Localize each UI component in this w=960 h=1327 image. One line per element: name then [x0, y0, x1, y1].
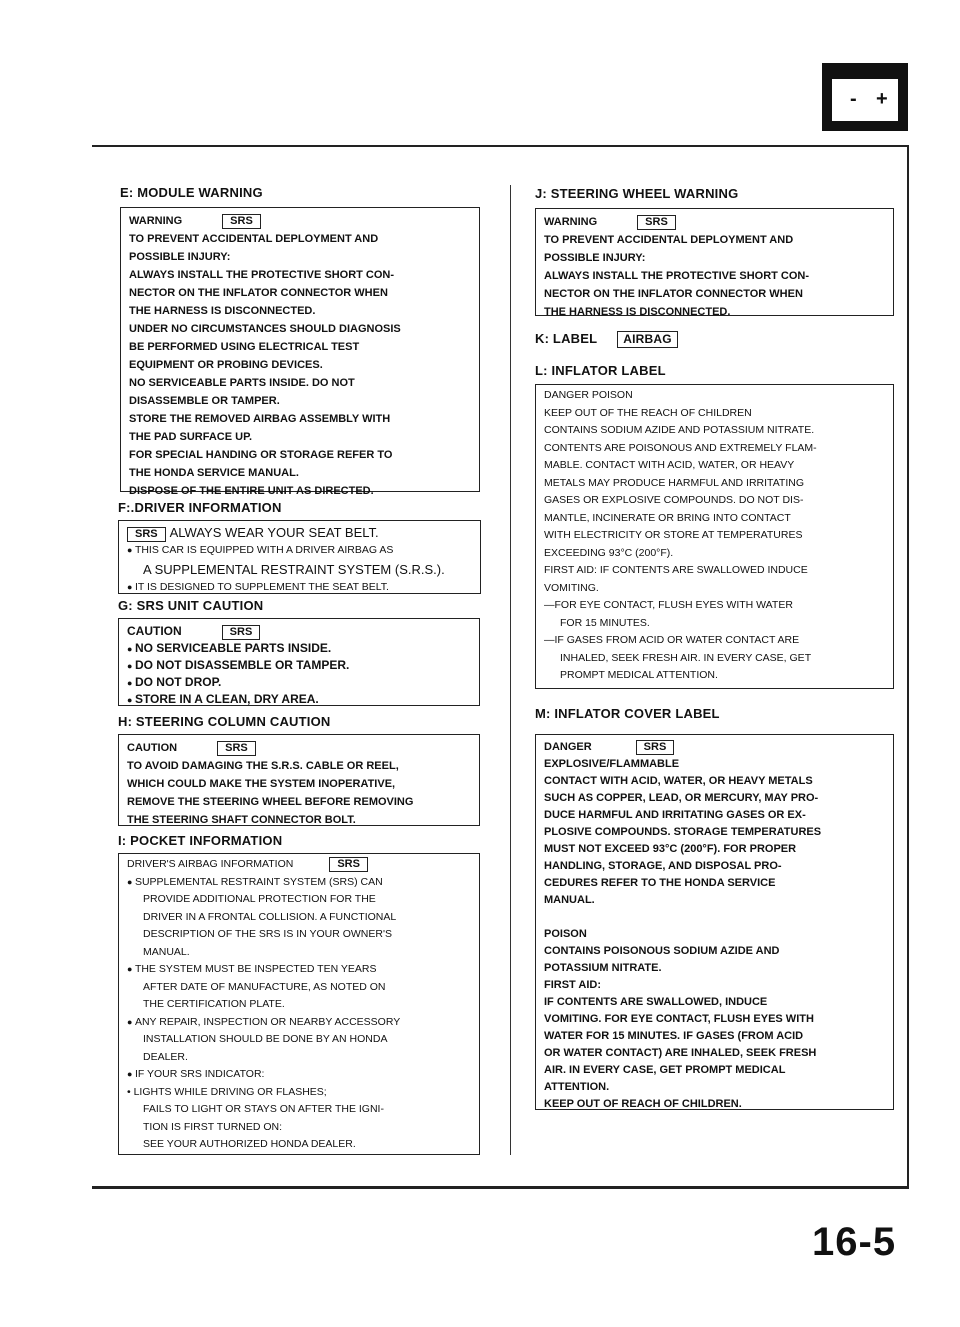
label-line: SEE YOUR AUTHORIZED HONDA DEALER. [143, 1138, 356, 1150]
column-divider [510, 185, 511, 1155]
label-line: NECTOR ON THE INFLATOR CONNECTOR WHEN [544, 288, 803, 300]
inflator-label [535, 384, 894, 689]
label-line: FOR SPECIAL HANDING OR STORAGE REFER TO [129, 449, 393, 461]
label-line: ● ANY REPAIR, INSPECTION OR NEARBY ACCESSORY [127, 1014, 471, 1032]
label-line: CONTAINS POISONOUS SODIUM AZIDE AND [544, 945, 780, 957]
label-line: SUCH AS COPPER, LEAD, OR MERCURY, MAY PRO- [544, 792, 819, 804]
label-line: REMOVE THE STEERING WHEEL BEFORE REMOVING [127, 796, 414, 808]
label-line: MABLE. CONTACT WITH ACID, WATER, OR HEAVY [544, 459, 795, 471]
label-line: IF CONTENTS ARE SWALLOWED, INDUCE [544, 996, 768, 1008]
label-line: ● IT IS DESIGNED TO SUPPLEMENT THE SEAT BELT. [127, 579, 472, 597]
label-line: NECTOR ON THE INFLATOR CONNECTOR WHEN [129, 287, 388, 299]
warning-title: WARNING [129, 215, 183, 227]
label-line: ● SUPPLEMENTAL RESTRAINT SYSTEM (SRS) CAN [127, 874, 471, 892]
section-k-heading-text: K: LABEL [535, 331, 598, 346]
srs-badge: SRS [636, 740, 675, 755]
section-i-heading: I: POCKET INFORMATION [118, 833, 283, 848]
label-line: BE PERFORMED USING ELECTRICAL TEST [129, 341, 360, 353]
driver-information-label [118, 520, 481, 594]
label-line: ALWAYS INSTALL THE PROTECTIVE SHORT CON- [544, 270, 810, 282]
label-line: ● DO NOT DROP. [127, 674, 471, 691]
label-line: A SUPPLEMENTAL RESTRAINT SYSTEM (S.R.S.). [143, 561, 445, 577]
label-line: ATTENTION. [544, 1081, 610, 1093]
srs-badge: SRS [127, 527, 166, 542]
label-line: PROMPT MEDICAL ATTENTION. [560, 669, 718, 681]
label-line: OR WATER CONTACT) ARE INHALED, SEEK FRESH [544, 1047, 817, 1059]
label-line: DRIVER IN A FRONTAL COLLISION. A FUNCTIONAL [143, 910, 397, 923]
steering-column-caution-label [118, 734, 480, 826]
section-m-heading: M: INFLATOR COVER LABEL [535, 706, 720, 721]
label-line: FAILS TO LIGHT OR STAYS ON AFTER THE IGNI- [143, 1103, 384, 1115]
page-number: 16-5 [812, 1220, 897, 1264]
battery-face [832, 79, 898, 121]
steering-wheel-warning-label [535, 208, 894, 316]
pocket-title: DRIVER'S AIRBAG INFORMATION [127, 858, 294, 870]
label-line: KEEP OUT OF THE REACH OF CHILDREN [544, 406, 752, 419]
seat-belt-title: ALWAYS WEAR YOUR SEAT BELT. [169, 525, 379, 540]
label-line: FOR 15 MINUTES. [560, 616, 650, 629]
label-line: PLOSIVE COMPOUNDS. STORAGE TEMPERATURES [544, 826, 822, 838]
battery-icon [822, 63, 908, 131]
label-line: NO SERVICEABLE PARTS INSIDE. DO NOT [129, 377, 355, 389]
label-line: GASES OR EXPLOSIVE COMPOUNDS. DO NOT DIS- [544, 494, 804, 506]
label-line: FIRST AID: IF CONTENTS ARE SWALLOWED INDUCE [544, 564, 808, 576]
airbag-badge: AIRBAG [617, 331, 678, 348]
label-line: THE STEERING SHAFT CONNECTOR BOLT. [127, 814, 356, 826]
label-spacer [544, 909, 885, 926]
module-warning-label [120, 207, 480, 497]
section-k-heading [535, 331, 678, 348]
caution-title: CAUTION [127, 624, 182, 638]
section-l-heading: L: INFLATOR LABEL [535, 363, 666, 378]
label-line: DEALER. [143, 1050, 188, 1063]
label-line: POSSIBLE INJURY: [544, 252, 646, 264]
label-line: DANGER POISON [544, 389, 633, 401]
label-line: INSTALLATION SHOULD BE DONE BY AN HONDA [143, 1033, 388, 1045]
section-h-heading: H: STEERING COLUMN CAUTION [118, 714, 331, 729]
label-line: AIR. IN EVERY CASE, GET PROMPT MEDICAL [544, 1064, 786, 1076]
frame-right-rule [907, 145, 909, 1188]
label-line: THE CERTIFICATION PLATE. [143, 998, 285, 1010]
label-line: TO PREVENT ACCIDENTAL DEPLOYMENT AND [544, 234, 794, 246]
label-line: VOMITING. [544, 581, 599, 594]
battery-minus: - [850, 88, 857, 110]
label-line: TO PREVENT ACCIDENTAL DEPLOYMENT AND [129, 233, 379, 245]
label-line: TION IS FIRST TURNED ON: [143, 1120, 283, 1133]
label-line: THE HARNESS IS DISCONNECTED. [544, 306, 731, 318]
label-line: DUCE HARMFUL AND IRRITATING GASES OR EX- [544, 809, 806, 821]
label-line: VOMITING. FOR EYE CONTACT, FLUSH EYES WITH [544, 1013, 814, 1025]
warning-title: WARNING [544, 216, 598, 228]
label-line: DISASSEMBLE OR TAMPER. [129, 395, 280, 407]
label-line: DESCRIPTION OF THE SRS IS IN YOUR OWNER'S [143, 928, 392, 940]
label-line: THE HARNESS IS DISCONNECTED. [129, 305, 316, 317]
section-g-heading: G: SRS UNIT CAUTION [118, 598, 264, 613]
srs-badge: SRS [217, 741, 256, 756]
srs-unit-caution-label [118, 618, 480, 706]
label-line: AFTER DATE OF MANUFACTURE, AS NOTED ON [143, 980, 386, 993]
frame-top-rule [92, 145, 909, 147]
label-line: EXPLOSIVE/FLAMMABLE [544, 758, 680, 770]
label-line: • LIGHTS WHILE DRIVING OR FLASHES; [127, 1085, 327, 1098]
label-line: METALS MAY PRODUCE HARMFUL AND IRRITATING [544, 476, 804, 489]
label-line: WHICH COULD MAKE THE SYSTEM INOPERATIVE, [127, 778, 396, 790]
label-line: THE HONDA SERVICE MANUAL. [129, 467, 299, 479]
label-line: WATER FOR 15 MINUTES. IF GASES (FROM ACID [544, 1030, 804, 1042]
label-line: MANTLE, INCINERATE OR BRING INTO CONTACT [544, 511, 791, 524]
label-line: TO AVOID DAMAGING THE S.R.S. CABLE OR REEL, [127, 760, 399, 772]
label-line: POTASSIUM NITRATE. [544, 962, 662, 974]
label-line: CEDURES REFER TO THE HONDA SERVICE [544, 877, 776, 889]
label-line: THE PAD SURFACE UP. [129, 431, 253, 443]
caution-title: CAUTION [127, 742, 178, 754]
frame-bottom-rule [92, 1186, 909, 1189]
label-line: DISPOSE OF THE ENTIRE UNIT AS DIRECTED. [129, 485, 374, 497]
section-e-heading: E: MODULE WARNING [120, 185, 263, 200]
label-line: ● NO SERVICEABLE PARTS INSIDE. [127, 640, 471, 657]
label-line: MANUAL. [143, 945, 190, 958]
inflator-cover-label [535, 734, 894, 1110]
srs-badge: SRS [222, 625, 261, 640]
label-line: WITH ELECTRICITY OR STORE AT TEMPERATURES [544, 529, 803, 541]
label-line: STORE THE REMOVED AIRBAG ASSEMBLY WITH [129, 413, 391, 425]
section-f-heading: F:.DRIVER INFORMATION [118, 500, 282, 515]
label-line: —FOR EYE CONTACT, FLUSH EYES WITH WATER [544, 599, 793, 611]
label-line: ● DO NOT DISASSEMBLE OR TAMPER. [127, 657, 471, 674]
label-line: MANUAL. [544, 894, 595, 906]
srs-badge: SRS [329, 857, 368, 872]
label-line: EQUIPMENT OR PROBING DEVICES. [129, 359, 323, 371]
danger-title: DANGER [544, 741, 592, 753]
label-line: POISON [544, 928, 587, 940]
label-line: MUST NOT EXCEED 93°C (200°F). FOR PROPER [544, 843, 797, 855]
label-line: ● THIS CAR IS EQUIPPED WITH A DRIVER AIRBAG AS [127, 542, 472, 560]
pocket-information-label [118, 853, 480, 1155]
label-line: CONTACT WITH ACID, WATER, OR HEAVY METALS [544, 775, 813, 787]
srs-badge: SRS [222, 214, 261, 229]
label-line: INHALED, SEEK FRESH AIR. IN EVERY CASE, GET [560, 651, 812, 664]
label-line: FIRST AID: [544, 979, 602, 991]
section-j-heading: J: STEERING WHEEL WARNING [535, 186, 739, 201]
label-line: ● STORE IN A CLEAN, DRY AREA. [127, 691, 471, 708]
label-line: ● THE SYSTEM MUST BE INSPECTED TEN YEARS [127, 961, 471, 979]
label-line: POSSIBLE INJURY: [129, 251, 231, 263]
label-line: —IF GASES FROM ACID OR WATER CONTACT ARE [544, 634, 800, 646]
label-line: CONTENTS ARE POISONOUS AND EXTREMELY FLAM- [544, 441, 817, 454]
label-line: KEEP OUT OF REACH OF CHILDREN. [544, 1098, 742, 1110]
label-line: PROVIDE ADDITIONAL PROTECTION FOR THE [143, 893, 376, 905]
battery-plus: + [876, 88, 888, 110]
label-line: ● IF YOUR SRS INDICATOR: [127, 1066, 471, 1084]
label-line: UNDER NO CIRCUMSTANCES SHOULD DIAGNOSIS [129, 323, 401, 335]
label-line: CONTAINS SODIUM AZIDE AND POTASSIUM NITRATE. [544, 424, 815, 436]
label-line: HANDLING, STORAGE, AND DISPOSAL PRO- [544, 860, 782, 872]
srs-badge: SRS [637, 215, 676, 230]
label-line: EXCEEDING 93°C (200°F). [544, 546, 674, 559]
label-line: ALWAYS INSTALL THE PROTECTIVE SHORT CON- [129, 269, 395, 281]
